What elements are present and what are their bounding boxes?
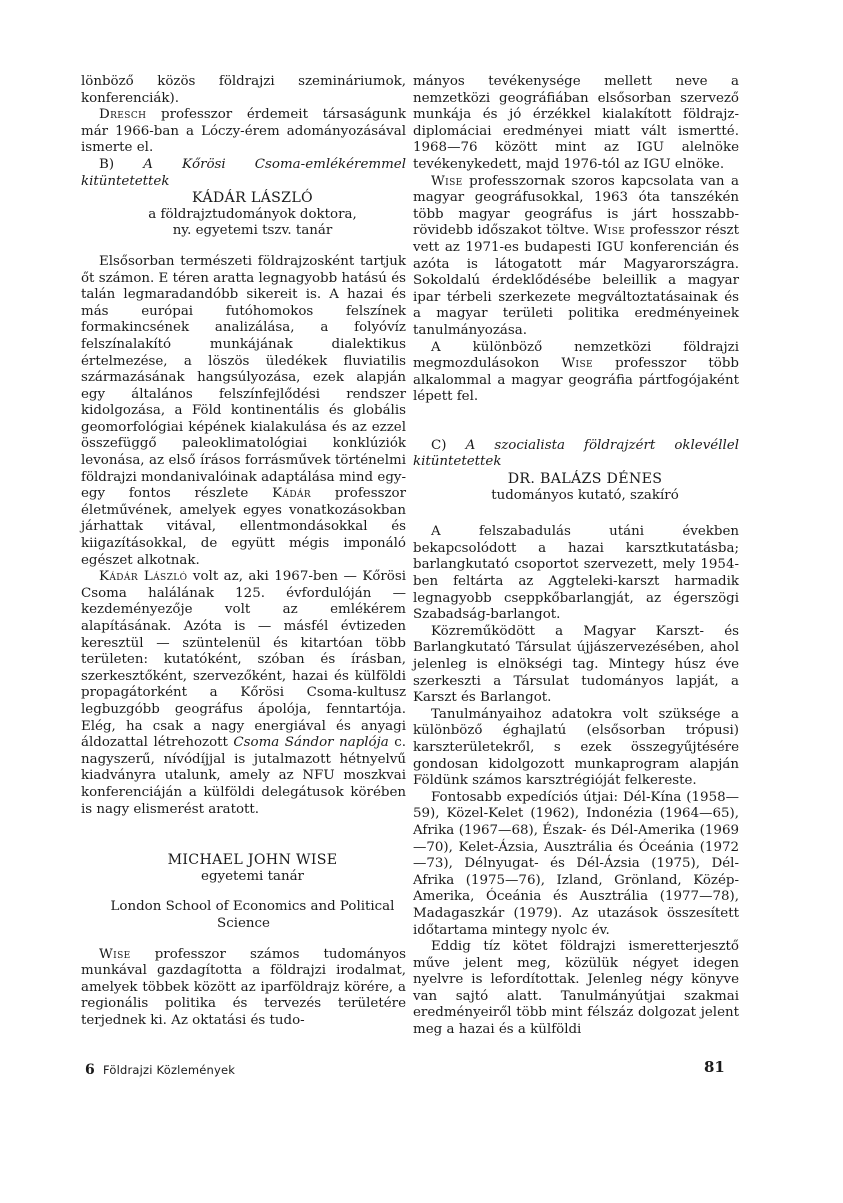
paragraph-wise-2-a: professzornak szoros kapcsolata van a magyar geográfusokkal, 1963 óta tanszékén több magyar geográfus is járt hosszabb-rövidebb időszakot töltve.	[413, 173, 739, 239]
paragraph-wise-2-b: professzor részt vett az 1971-es budapesti IGU konferencián és azóta is látogatott már Magyarországra. Sokoldalú érdeklődésébe beleillik a magyar ipar térbeli szerkezete megváltoztatásainak és a magyar területi politika eredményeinek tanulmányozása.	[413, 223, 739, 338]
paragraph-wise-1-text: professzor számos tudományos munkával gazdagította a földrajzi irodalmat, amelyek többek között az iparföldrajz körére, a regionális politika és tervezés területére terjednek ki. Az oktatási és tudo-	[81, 946, 406, 1028]
paragraph-balazs-2: Közreműködött a Magyar Karszt- és Barlangkutató Társulat újjászervezésében, ahol jelenleg is elnökségi tag. Mintegy húsz éve szerkeszti a Társulat tudományos lapját, a Karszt és Barlangot.	[413, 623, 739, 706]
paragraph-wise-1	[81, 947, 406, 1030]
honoree-title-kadar-2: ny. egyetemi tszv. tanár	[172, 223, 333, 239]
paragraph-balazs-4: Fontosabb expedíciós útjai: Dél-Kína (1958—59), Közel-Kelet (1962), Indonézia (1964—65), Afrika (1967—68), Észak- és Dél-Amerika (1969—70), Kelet-Ázsia, Ausztrália és Óceánia (1972—73), Délnyugat- és Dél-Ázsia (1975), Dél-Afrika (1975—76), Izland, Grönland, Közép-Amerika, Óceánia és Ausztrália (1977—78), Madagaszkár (1979). Az utazások összesített időtartama mintegy nyolc év.	[413, 789, 739, 938]
section-c-title: A szocialista földrajzért oklevéllel kitüntetettek	[413, 437, 739, 470]
honoree-title-kadar-1: a földrajztudományok doktora,	[148, 206, 357, 222]
paragraph-intro: lönböző közös földrajzi szemináriumok, konferenciák).	[81, 74, 406, 106]
paragraph-wise-3-b: professzor több alkalommal a magyar geográfia pártfogójaként lépett fel.	[413, 356, 739, 405]
paragraph-wise-continued: mányos tevékenysége mellett neve a nemzetközi geográfiában elsősorban szervező munkája és jó érzékkel kialakított földrajz-diplomáciai eredményei miatt vált ismertté. 1968—76 között mint az IGU alelnöke tevékenykedett, majd 1976-tól az IGU elnöke.	[413, 74, 739, 172]
paragraph-kadar-2	[81, 569, 406, 818]
person-name-wise-3: Wise	[593, 223, 626, 239]
person-name-wise-2: Wise	[431, 173, 463, 189]
section-c-heading	[413, 438, 739, 471]
signature-number: 6	[85, 1062, 95, 1078]
footer-journal	[85, 1062, 235, 1078]
paragraph-balazs-3: Tanulmányaihoz adatokra volt szüksége a különböző éghajlatú (elsősorban trópusi) karszterületekről, s ezek összegyűjtésére gondosan kidolgozott munkaprogram alapján Földünk számos karsztrégióját felkereste.	[413, 706, 739, 789]
paragraph-kadar-2-b: c. nagyszerű, nívódíjjal is jutalmazott hétnyelvű kiadványra utalunk, amely az NFU moszkvai konferenciáján a külföldi delegátusok körében is nagy elismerést aratott.	[81, 735, 406, 817]
paragraph-kadar-1-b: professzor életművének, amelyek egyes vonatkozásokban járhattak vitával, ellentmondásokkal és kiigazításokkal, de együtt mégis imponáló egészet alkotnak.	[81, 486, 406, 568]
honoree-name-balazs: DR. BALÁZS DÉNES	[507, 471, 663, 488]
paragraph-kadar-1	[81, 254, 406, 569]
section-c-label: C)	[431, 437, 466, 453]
section-b-heading	[81, 157, 406, 190]
paragraph-balazs-5: Eddig tíz kötet földrajzi ismeretterjesztő műve jelent meg, közülük négyet idegen nyelvre is lefordítottak. Jelenleg négy könyve van sajtó alatt. Tanulmányútjai szakmai eredményeiről több mint félszáz dolgozat jelent meg a hazai és a külföldi	[413, 939, 739, 1038]
honoree-institution-wise: London School of Economics and Political Science	[110, 899, 395, 931]
honoree-name-wise: MICHAEL JOHN WISE	[167, 852, 338, 869]
section-b-label: B)	[99, 156, 144, 172]
paragraph-dresch-text: professzor érdemeit társaságunk már 1966-ban a Lóczy-érem adományozásával ismerte el.	[81, 107, 406, 156]
honoree-name-kadar: KÁDÁR LÁSZLÓ	[192, 190, 313, 207]
left-column	[81, 74, 406, 1029]
paragraph-wise-3-a: A különböző nemzetközi földrajzi megmozdulásokon	[413, 339, 739, 372]
person-name-wise-4: Wise	[561, 356, 593, 372]
book-title-csoma-naploja: Csoma Sándor naplója	[233, 735, 389, 751]
right-column	[413, 74, 739, 1039]
person-name-kadar-laszlo: Kádár László	[99, 569, 188, 585]
paragraph-wise-3	[413, 340, 739, 406]
paragraph-kadar-1-a: Elsősorban természeti földrajzosként tartjuk őt számon. E téren aratta legnagyobb hatású és talán legmaradandóbb sikereit is. A hazai és más európai futóhomokos felszínek formakincsének analizálása, a folyóvíz felszínalakító munkájának dialektikus értelmezése, a löszös üledékek fluviatilis származásának hangsúlyozása, ezek alapján egy általános felszínfejlődési rendszer kidolgozása, a Föld kontinentális és globális geomorfológiai képének kialakulása és az ezzel összefüggő paleoklimatológiai konklúziók levonása, az első írásos forrásművek történelmi földrajzi mondanivalóinak adaptálása mind egy-egy fontos részlete	[81, 253, 406, 502]
person-name-wise: Wise	[99, 946, 131, 962]
person-name-dresch: Dresch	[99, 107, 147, 123]
paragraph-kadar-2-a: volt az, aki 1967-ben — Kőrösi Csoma halálának 125. évfordulóján — kezdeményezője volt az emlékérem alapításának. Azóta is — másfél évtizeden keresztül — szüntelenül és kitartóan több területen: kutatóként, szóban és írásban, szerkesztőként, szervezőként, hazai és külföldi propagátorként a Kőrösi Csoma-kultusz legbuzgóbb geográfus ápolója, fenntartója. Elég, ha csak a nagy energiával és anyagi áldozattal létrehozott	[81, 569, 406, 751]
paragraph-balazs-1: A felszabadulás utáni években bekapcsolódott a hazai karsztkutatásba; barlangkutató csoportot szervezett, mely 1954-ben feltárta az Aggteleki-karszt harmadik legnagyobb cseppkőbarlangját, az égerszögi Szabadság-barlangot.	[413, 524, 739, 623]
paragraph-dresch	[81, 107, 406, 157]
journal-name: Földrajzi Közlemények	[102, 1063, 236, 1077]
section-b-title: A Kőrösi Csoma-emlékéremmel kitüntetettek	[81, 156, 406, 189]
person-name-kadar: Kádár	[272, 486, 312, 502]
honoree-title-wise: egyetemi tanár	[201, 868, 304, 884]
page-number: 81	[704, 1058, 725, 1076]
honoree-title-balazs: tudományos kutató, szakíró	[491, 487, 679, 503]
paragraph-wise-2	[413, 174, 739, 340]
